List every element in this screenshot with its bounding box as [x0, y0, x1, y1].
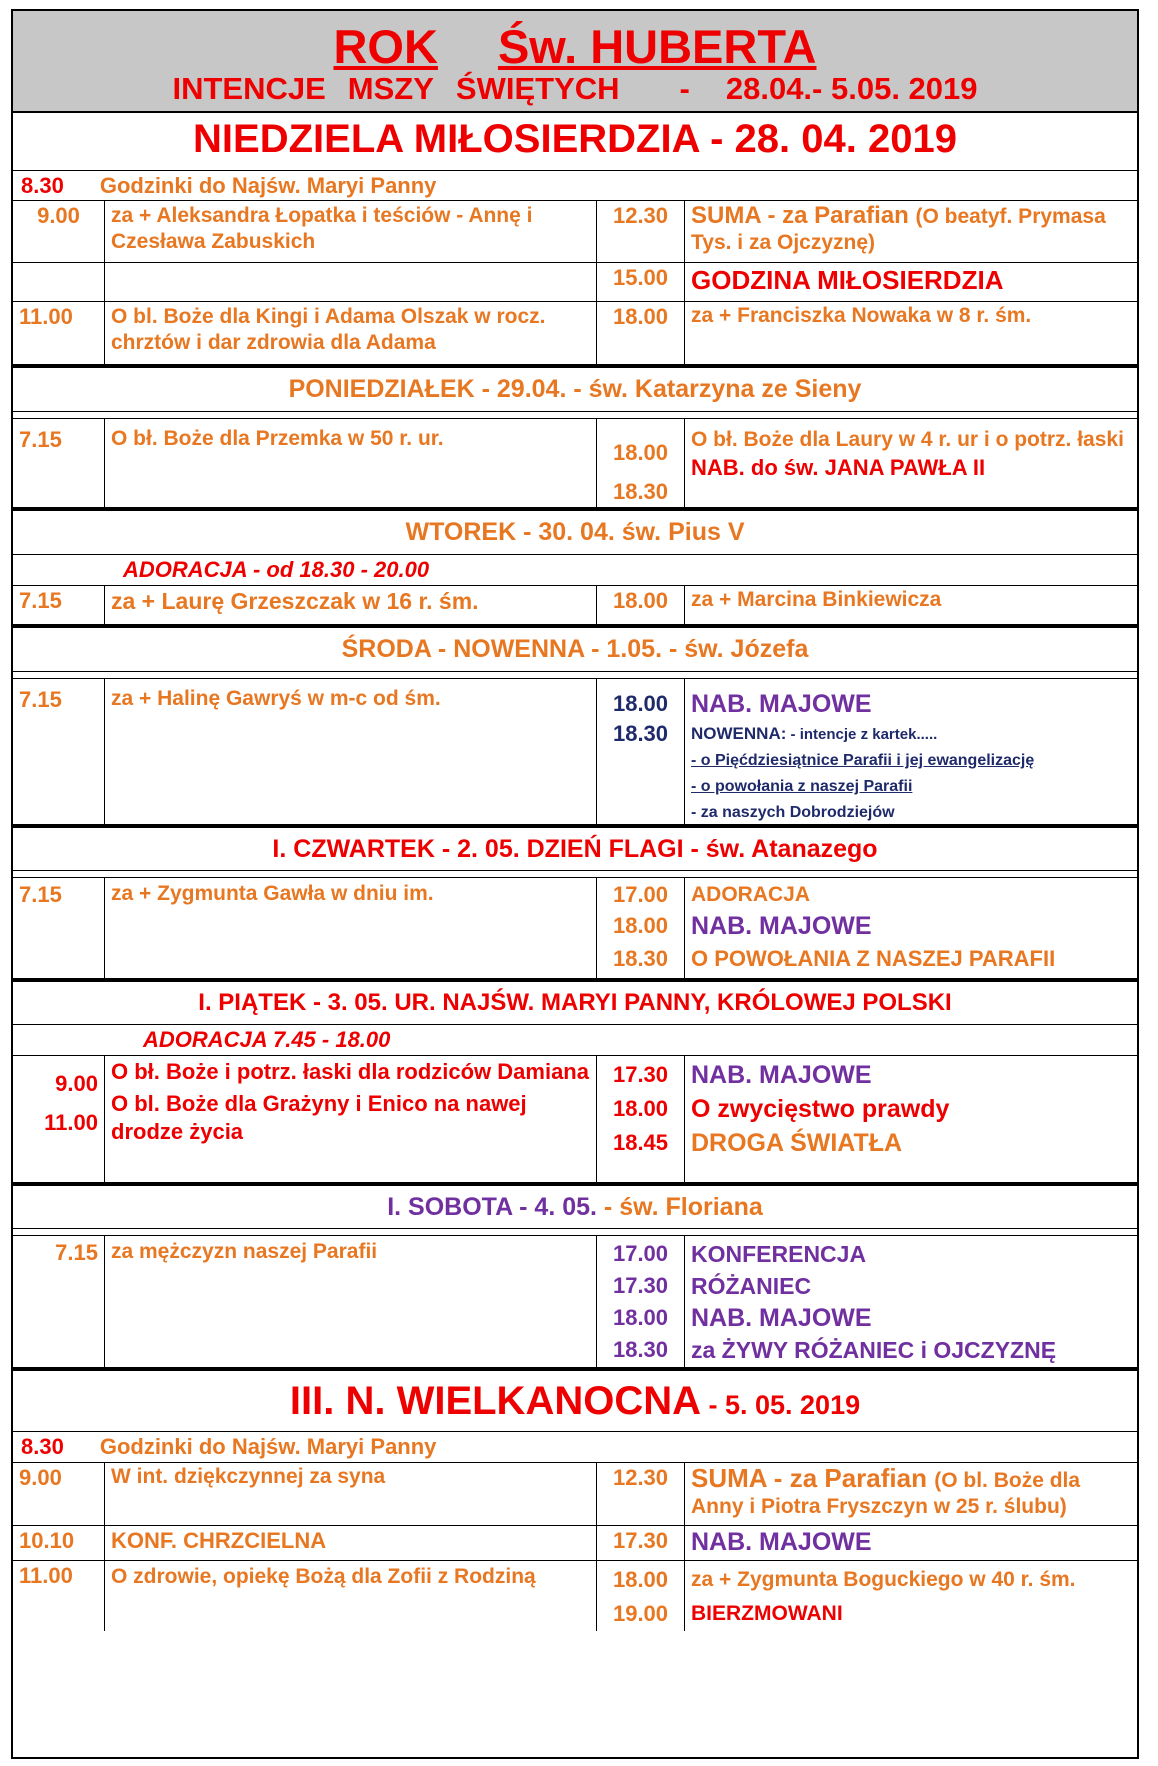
adoration-note: ADORACJA 7.45 - 18.00 [143, 1027, 391, 1052]
intention-text: SUMA - za Parafian (O beatyf. Prymasa Tys. i za Ojczyznę) [691, 202, 1106, 254]
schedule-row [13, 1463, 1137, 1526]
mass-time: 8.30 [21, 1434, 64, 1459]
intention-text: NAB. MAJOWE NOWENNA: - intencje z kartek..... - o Pięćdziesiątnice Parafii i jej ewangelizację - o powołania z naszej Parafii - za naszych Dobrodziejów [691, 690, 1035, 821]
intention-text: za + Aleksandra Łopatka i teściów - Annę i Czesława Zabuskich [105, 201, 597, 262]
mass-time: 8.30 [21, 173, 64, 198]
page-subtitle [13, 73, 1137, 105]
mass-times: 18.00 19.00 [597, 1561, 685, 1631]
intention-text: za + Halinę Gawryś w m-c od śm. [105, 679, 597, 824]
header [13, 11, 1137, 113]
mass-time: 12.30 [597, 201, 685, 262]
intention-text: za + Laurę Grzeszczak w 16 r. śm. [105, 586, 597, 624]
schedule-row [13, 585, 1137, 625]
mass-time: 9.00 [13, 201, 105, 262]
title-name: Św. HUBERTA [497, 20, 817, 73]
mass-times: 17.00 17.30 18.00 18.30 [597, 1236, 685, 1367]
mass-time: 7.15 [13, 878, 105, 978]
intention-text: za + Franciszka Nowaka w 8 r. śm. [691, 304, 1032, 327]
mass-time: 9.00 [13, 1463, 105, 1525]
subtitle-dash: - [679, 71, 690, 106]
intention-text: NAB. MAJOWE O zwycięstwo prawdy DROGA ŚWIATŁA [691, 1061, 950, 1157]
schedule-row [13, 1561, 1137, 1631]
mass-time: 18.00 [597, 302, 685, 364]
mass-time: 11.00 [13, 302, 105, 364]
intention-text: za + Zygmunta Boguckiego w 40 r. śm. BIERZMOWANI [691, 1568, 1076, 1625]
mass-time: 7.15 [13, 419, 105, 507]
schedule-row [13, 878, 1137, 979]
schedule-row [13, 1055, 1137, 1183]
page-title [13, 11, 1137, 73]
mass-time: 7.15 [13, 1236, 105, 1367]
schedule-row [13, 201, 1137, 263]
subtitle-dates: 28.04.- 5.05. 2019 [725, 71, 978, 106]
mass-intentions-sheet [11, 9, 1139, 1759]
intention-text: Godzinki do Najśw. Maryi Panny [99, 173, 437, 198]
day-title-sunday-2: III. N. WIELKANOCNA - 5. 05. 2019 [13, 1368, 1137, 1432]
intention-text: O zdrowie, opiekę Bożą dla Zofii z Rodziną [105, 1561, 597, 1631]
mass-times: 17.00 18.00 18.30 [597, 878, 685, 978]
intention-text: O bl. Boże dla Kingi i Adama Olszak w rocz. chrztów i dar zdrowia dla Adama [105, 302, 597, 364]
intention-text: NAB. MAJOWE [691, 1528, 872, 1556]
mass-time: 11.00 [13, 1561, 105, 1631]
schedule-row [13, 679, 1137, 825]
schedule-row [13, 1236, 1137, 1368]
intention-text: za mężczyzn naszej Parafii [105, 1236, 597, 1367]
schedule-row [13, 263, 1137, 302]
intention-text: W int. dziękczynnej za syna [105, 1463, 597, 1525]
day-title-sunday: NIEDZIELA MIŁOSIERDZIA - 28. 04. 2019 [13, 113, 1137, 171]
day-title-saturday: I. SOBOTA - 4. 05. - św. Floriana [13, 1183, 1137, 1229]
intention-text: O bł. Boże dla Przemka w 50 r. ur. [105, 419, 597, 507]
schedule-row [13, 1432, 1137, 1463]
intention-text: za + Zygmunta Gawła w dniu im. [105, 878, 597, 978]
adoration-note: ADORACJA - od 18.30 - 20.00 [123, 557, 430, 582]
mass-time: 17.30 [597, 1526, 685, 1560]
mass-time: 10.10 [13, 1526, 105, 1560]
intention-text: ADORACJA NAB. MAJOWE O POWOŁANIA Z NASZEJ PARAFII [691, 883, 1056, 971]
intention-text: SUMA - za Parafian (O bl. Boże dla Anny i Piotra Fryszczyn w 25 r. ślubu) [691, 1463, 1081, 1518]
day-title-thursday: I. CZWARTEK - 2. 05. DZIEŃ FLAGI - św. Atanazego [13, 825, 1137, 871]
day-title-tuesday: WTOREK - 30. 04. św. Pius V [13, 508, 1137, 555]
mass-times: 9.00 11.00 [13, 1056, 105, 1182]
subtitle-part: MSZY [347, 71, 434, 106]
subtitle-part: INTENCJE [172, 71, 326, 106]
intention-text: O bł. Boże i potrz. łaski dla rodziców Damiana O bl. Boże dla Grażyny i Enico na nawej drodze życia [105, 1056, 597, 1182]
schedule-row [13, 302, 1137, 365]
title-rok: ROK [333, 20, 438, 73]
mass-times: 18.00 18.30 [597, 679, 685, 824]
schedule-row [13, 419, 1137, 508]
mass-time: 7.15 [13, 679, 105, 824]
mass-time: 15.00 [597, 263, 685, 301]
intention-text: KONFERENCJA RÓŻANIEC NAB. MAJOWE za ŻYWY RÓŻANIEC i OJCZYZNĘ [691, 1241, 1057, 1363]
intention-text: GODZINA MIŁOSIERDZIA [691, 265, 1004, 295]
mass-time: 7.15 [13, 586, 105, 624]
intention-text: KONF. CHRZCIELNA [105, 1526, 597, 1560]
mass-times: 18.00 18.30 [597, 419, 685, 507]
schedule-row [13, 171, 1137, 201]
intention-text: Godzinki do Najśw. Maryi Panny [99, 1434, 437, 1459]
schedule-row [13, 1526, 1137, 1561]
intention-text: O bł. Boże dla Laury w 4 r. ur i o potrz. łaski NAB. do św. JANA PAWŁA II [691, 428, 1124, 480]
day-title-friday: I. PIĄTEK - 3. 05. UR. NAJŚW. MARYI PANNY, KRÓLOWEJ POLSKI [13, 979, 1137, 1025]
intention-text: za + Marcina Binkiewicza [691, 588, 942, 611]
mass-times: 17.30 18.00 18.45 [597, 1056, 685, 1182]
mass-time: 12.30 [597, 1463, 685, 1525]
subtitle-part: ŚWIĘTYCH [455, 71, 620, 106]
day-title-wednesday: ŚRODA - NOWENNA - 1.05. - św. Józefa [13, 625, 1137, 672]
mass-time: 18.00 [597, 586, 685, 624]
day-title-monday: PONIEDZIAŁEK - 29.04. - św. Katarzyna ze Sieny [13, 365, 1137, 412]
